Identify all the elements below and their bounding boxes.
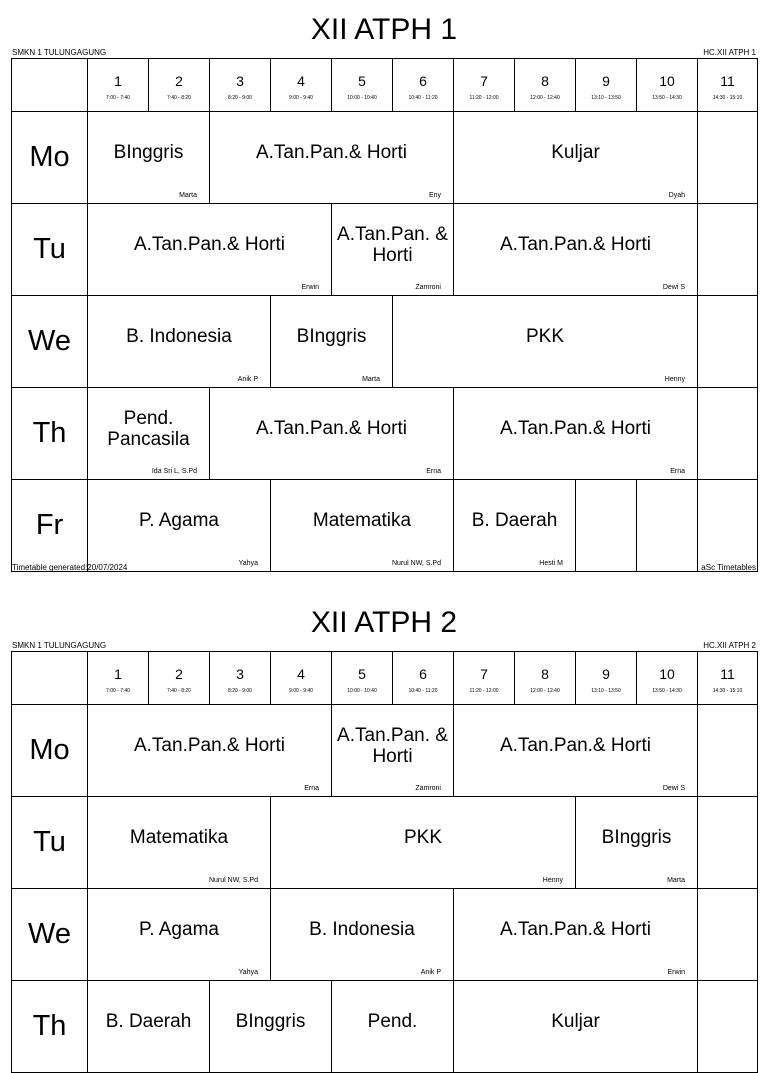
day-row (12, 480, 758, 572)
teacher-name: Zamroni (415, 785, 441, 792)
subject-name: PKK (525, 326, 565, 347)
day-label: We (12, 889, 88, 981)
period-number: 5 (358, 73, 366, 89)
period-header-4 (271, 59, 332, 112)
period-time: 14:30 - 15:10 (712, 688, 743, 694)
period-number: 6 (419, 73, 427, 89)
teacher-name: Dewi S (662, 284, 685, 291)
day-row (12, 112, 758, 204)
period-header-6 (393, 652, 454, 705)
subject-name: A.Tan.Pan.& Horti (499, 234, 652, 255)
lesson-cell (271, 889, 454, 981)
period-time: 14:30 - 15:10 (712, 95, 743, 101)
day-label: Th (12, 388, 88, 480)
teacher-name: Marta (667, 877, 685, 884)
teacher-name: Yahya (238, 969, 258, 976)
generated-footer: Timetable generated:20/07/2024 (12, 563, 128, 572)
corner-cell (12, 652, 88, 705)
period-time: 7:00 - 7:40 (106, 688, 130, 694)
teacher-name: Yahya (238, 560, 258, 567)
subject-name: A.Tan.Pan.& Horti (255, 142, 408, 163)
period-header-3 (210, 652, 271, 705)
period-header-2 (149, 652, 210, 705)
period-time: 12:00 - 12:40 (530, 688, 560, 694)
teacher-name: Henny (542, 877, 563, 884)
subject-name: A.Tan.Pan.& Horti (255, 418, 408, 439)
school-name: SMKN 1 TULUNGAGUNG (12, 48, 107, 57)
subject-name: A.Tan.Pan. & Horti (337, 223, 448, 266)
period-number: 4 (297, 666, 305, 682)
lesson-cell (454, 480, 576, 572)
period-number: 1 (114, 73, 122, 89)
period-number: 11 (720, 73, 735, 89)
lesson-cell (576, 797, 698, 889)
subject-name: A.Tan.Pan.& Horti (133, 735, 286, 756)
empty-cell (576, 480, 637, 572)
lesson-cell (210, 981, 332, 1073)
teacher-name: Erna (426, 468, 441, 475)
subject-name: A.Tan.Pan.& Horti (133, 234, 286, 255)
period-header-2 (149, 59, 210, 112)
day-label: Fr (12, 480, 88, 572)
period-header-4 (271, 652, 332, 705)
empty-cell (698, 204, 758, 296)
period-header-10 (637, 652, 698, 705)
period-time: 7:40 - 8:20 (167, 688, 191, 694)
period-time: 10:00 - 10:40 (347, 95, 377, 101)
period-header-8 (515, 652, 576, 705)
day-row (12, 981, 758, 1073)
lesson-cell (88, 112, 210, 204)
lesson-cell (271, 296, 393, 388)
teacher-name: Nurul NW, S.Pd (391, 560, 441, 567)
empty-cell (698, 797, 758, 889)
period-time: 9:00 - 9:40 (289, 688, 313, 694)
subject-name: A.Tan.Pan.& Horti (499, 735, 652, 756)
teacher-name: Erwin (301, 284, 319, 291)
period-number: 2 (175, 666, 183, 682)
period-header-9 (576, 652, 637, 705)
lesson-cell (454, 705, 698, 797)
period-header-3 (210, 59, 271, 112)
period-header-9 (576, 59, 637, 112)
period-time: 7:00 - 7:40 (106, 95, 130, 101)
teacher-name: Dewi S (662, 785, 685, 792)
subject-name: BInggris (296, 326, 367, 347)
subject-name: P. Agama (139, 510, 219, 531)
period-number: 1 (114, 666, 122, 682)
period-number: 6 (419, 666, 427, 682)
lesson-cell (88, 797, 271, 889)
period-header-6 (393, 59, 454, 112)
day-row (12, 204, 758, 296)
timetable-grid (11, 651, 758, 1073)
period-time: 11:20 - 12:00 (469, 688, 499, 694)
subject-name: Matematika (312, 510, 412, 531)
period-number: 10 (659, 73, 675, 89)
teacher-name: Erna (304, 785, 319, 792)
lesson-cell (88, 204, 332, 296)
period-time: 13:10 - 13:50 (591, 95, 621, 101)
empty-cell (698, 705, 758, 797)
day-row (12, 889, 758, 981)
period-number: 8 (541, 73, 549, 89)
teacher-name: Marta (362, 376, 380, 383)
teacher-name: Erwin (667, 969, 685, 976)
period-time: 10:40 - 11:20 (408, 95, 438, 101)
lesson-cell (332, 705, 454, 797)
empty-cell (698, 889, 758, 981)
subject-name: Pend. Pancasila (107, 407, 190, 450)
lesson-cell (88, 889, 271, 981)
subject-name: BInggris (235, 1011, 306, 1032)
period-time: 13:50 - 14:30 (652, 95, 682, 101)
period-number: 9 (602, 666, 610, 682)
day-label: Mo (12, 112, 88, 204)
subject-name: Kuljar (551, 142, 600, 163)
teacher-name: Marta (179, 192, 197, 199)
teacher-name: Eny (428, 192, 441, 199)
empty-cell (698, 388, 758, 480)
period-header-1 (88, 652, 149, 705)
day-row (12, 296, 758, 388)
lesson-cell (271, 797, 576, 889)
timetable-title: XII ATPH 1 (310, 13, 458, 46)
period-time: 10:00 - 10:40 (347, 688, 377, 694)
lesson-cell (88, 705, 332, 797)
subject-name: A.Tan.Pan.& Horti (499, 418, 652, 439)
subject-name: B. Indonesia (309, 919, 415, 940)
corner-cell (12, 59, 88, 112)
lesson-cell (88, 981, 210, 1073)
period-time: 8:20 - 9:00 (228, 95, 252, 101)
day-row (12, 797, 758, 889)
period-time: 13:10 - 13:50 (591, 688, 621, 694)
day-label: Tu (12, 797, 88, 889)
lesson-cell (454, 388, 698, 480)
subject-name: PKK (403, 827, 443, 848)
class-code: HC.XII ATPH 2 (703, 641, 756, 650)
period-header-5 (332, 652, 393, 705)
period-header-10 (637, 59, 698, 112)
day-label: We (12, 296, 88, 388)
period-header-8 (515, 59, 576, 112)
lesson-cell (88, 296, 271, 388)
period-time: 11:20 - 12:00 (469, 95, 499, 101)
lesson-cell (210, 112, 454, 204)
period-header-row (12, 652, 758, 705)
subject-name: A.Tan.Pan.& Horti (499, 919, 652, 940)
day-row (12, 705, 758, 797)
period-time: 10:40 - 11:20 (408, 688, 438, 694)
period-header-7 (454, 59, 515, 112)
period-time: 8:20 - 9:00 (228, 688, 252, 694)
lesson-cell (454, 204, 698, 296)
day-label: Tu (12, 204, 88, 296)
lesson-cell (454, 981, 698, 1073)
lesson-cell (88, 388, 210, 480)
period-header-row (12, 59, 758, 112)
lesson-cell (332, 981, 454, 1073)
lesson-cell (271, 480, 454, 572)
day-row (12, 388, 758, 480)
teacher-name: Erna (670, 468, 685, 475)
period-number: 4 (297, 73, 305, 89)
period-time: 12:00 - 12:40 (530, 95, 560, 101)
teacher-name: Ida Sri L, S.Pd (151, 468, 197, 475)
empty-cell (698, 981, 758, 1073)
teacher-name: Nurul NW, S.Pd (208, 877, 258, 884)
lesson-cell (454, 112, 698, 204)
subject-name: Kuljar (551, 1011, 600, 1032)
brand-footer: aSc Timetables (701, 563, 756, 572)
teacher-name: Zamroni (415, 284, 441, 291)
period-number: 3 (236, 666, 244, 682)
timetable-title: XII ATPH 2 (310, 606, 458, 639)
teacher-name: Dyah (668, 192, 685, 199)
timetable-grid (11, 58, 758, 572)
period-number: 11 (720, 666, 735, 682)
period-time: 13:50 - 14:30 (652, 688, 682, 694)
period-number: 9 (602, 73, 610, 89)
period-header-11 (698, 59, 758, 112)
period-time: 7:40 - 8:20 (167, 95, 191, 101)
period-number: 3 (236, 73, 244, 89)
teacher-name: Henny (664, 376, 685, 383)
empty-cell (637, 480, 698, 572)
period-number: 8 (541, 666, 549, 682)
day-label: Mo (12, 705, 88, 797)
period-header-11 (698, 652, 758, 705)
subject-name: P. Agama (139, 919, 219, 940)
subject-name: B. Daerah (105, 1011, 192, 1032)
empty-cell (698, 480, 758, 572)
period-number: 5 (358, 666, 366, 682)
day-label: Th (12, 981, 88, 1073)
period-number: 7 (480, 73, 488, 89)
subject-name: Pend. (367, 1011, 418, 1032)
period-number: 7 (480, 666, 488, 682)
subject-name: A.Tan.Pan. & Horti (337, 724, 448, 767)
empty-cell (698, 296, 758, 388)
lesson-cell (210, 388, 454, 480)
period-time: 9:00 - 9:40 (289, 95, 313, 101)
subject-name: BInggris (113, 142, 184, 163)
lesson-cell (88, 480, 271, 572)
period-header-7 (454, 652, 515, 705)
lesson-cell (332, 204, 454, 296)
subject-name: Matematika (129, 827, 229, 848)
class-code: HC.XII ATPH 1 (703, 48, 756, 57)
lesson-cell (454, 889, 698, 981)
empty-cell (698, 112, 758, 204)
teacher-name: Hesti M (539, 560, 563, 567)
teacher-name: Anik P (237, 376, 258, 383)
subject-name: B. Daerah (471, 510, 558, 531)
subject-name: BInggris (601, 827, 672, 848)
period-header-5 (332, 59, 393, 112)
teacher-name: Anik P (420, 969, 441, 976)
period-number: 10 (659, 666, 675, 682)
period-number: 2 (175, 73, 183, 89)
period-header-1 (88, 59, 149, 112)
school-name: SMKN 1 TULUNGAGUNG (12, 641, 107, 650)
lesson-cell (393, 296, 698, 388)
subject-name: B. Indonesia (126, 326, 232, 347)
